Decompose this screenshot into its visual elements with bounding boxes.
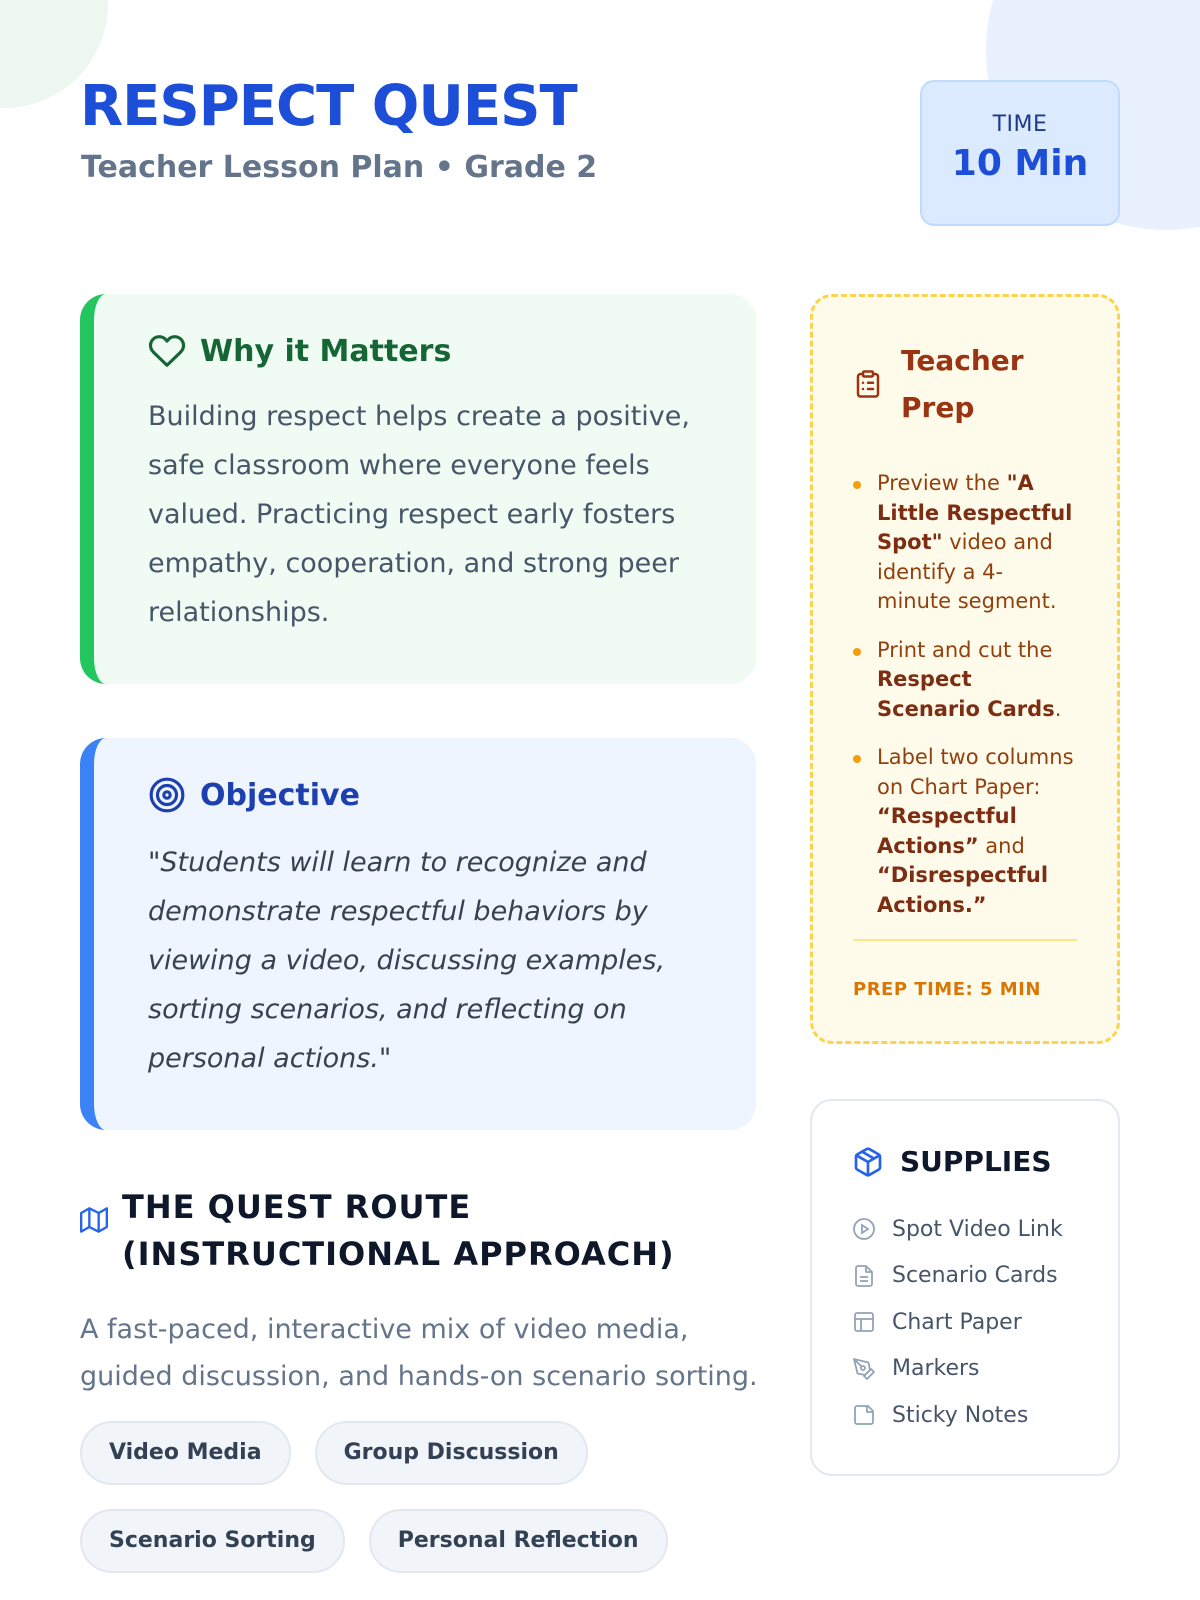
bullet-dot <box>853 648 861 656</box>
prep-item-text: Preview the <box>877 471 1007 495</box>
quest-route-title-line2: (INSTRUCTIONAL APPROACH) <box>122 1235 675 1273</box>
objective-title: Objective <box>200 777 360 813</box>
time-value: 10 Min <box>951 143 1089 184</box>
teacher-prep-title <box>901 337 1024 431</box>
sticky-note-icon <box>852 1403 876 1427</box>
prep-item-text: and <box>978 833 1025 858</box>
prep-item <box>853 469 1077 617</box>
supplies-list <box>852 1206 1078 1439</box>
play-circle-icon <box>852 1217 876 1241</box>
prep-item <box>853 636 1077 725</box>
prep-item-text: . <box>1054 696 1062 721</box>
bullet-dot <box>853 481 861 489</box>
quest-route-title-line1: THE QUEST ROUTE <box>122 1188 472 1226</box>
prep-time: PREP TIME: 5 MIN <box>853 979 1041 1000</box>
supply-label: Scenario Cards <box>892 1263 1058 1289</box>
supply-item <box>852 1206 1078 1253</box>
objective-card <box>80 738 756 1130</box>
teacher-prep-title-line2: Prep <box>901 391 975 424</box>
why-it-matters-title: Why it Matters <box>200 333 452 369</box>
chip-scenario-sorting: Scenario Sorting <box>80 1509 345 1573</box>
why-it-matters-text: Building respect helps create a positive, safe classroom where everyone feels valued. Practicing respect early fosters empathy, cooperation, and strong peer relationships. <box>148 401 690 628</box>
prep-item <box>853 743 1077 920</box>
time-label: TIME <box>992 112 1048 137</box>
approach-chips <box>80 1421 770 1597</box>
prep-item-bold: “Disrespectful Actions.” <box>877 863 1049 917</box>
chip-group-discussion: Group Discussion <box>315 1421 588 1485</box>
teacher-prep-card <box>810 294 1120 1044</box>
bullet-dot <box>853 755 861 763</box>
supply-label: Spot Video Link <box>892 1216 1063 1242</box>
page-title: RESPECT QUEST <box>80 74 577 139</box>
supply-label: Chart Paper <box>892 1309 1022 1335</box>
prep-item-text: video and identify a 4-minute segment. <box>877 530 1057 613</box>
file-text-icon <box>852 1264 876 1288</box>
clipboard-icon <box>853 369 883 399</box>
quest-route-description: A fast-paced, interactive mix of video media, guided discussion, and hands-on scenario sorting. <box>80 1314 758 1392</box>
supply-item <box>852 1392 1078 1439</box>
layout-icon <box>852 1310 876 1334</box>
objective-text: "Students will learn to recognize and demonstrate respectful behaviors by viewing a video, discussing examples, sorting scenarios, and reflecting on personal actions." <box>148 847 666 1074</box>
teacher-prep-list <box>853 469 1077 920</box>
supply-item <box>852 1253 1078 1300</box>
chip-video-media: Video Media <box>80 1421 291 1485</box>
time-badge <box>920 80 1120 226</box>
chip-personal-reflection: Personal Reflection <box>369 1509 668 1573</box>
why-it-matters-header <box>148 332 726 370</box>
supply-item <box>852 1299 1078 1346</box>
box-icon <box>852 1146 884 1178</box>
supplies-card <box>810 1099 1120 1476</box>
teacher-prep-title-line1: Teacher <box>901 344 1024 377</box>
divider <box>853 939 1077 941</box>
map-icon <box>80 1206 108 1234</box>
prep-item-bold: Respect Scenario Cards <box>877 667 1055 721</box>
quest-route-header <box>80 1184 675 1278</box>
prep-item-text: Print and cut the <box>877 637 1053 662</box>
heart-icon <box>148 332 186 370</box>
quest-route-title <box>122 1184 675 1278</box>
supply-label: Markers <box>892 1356 980 1382</box>
supplies-title: SUPPLIES <box>900 1145 1052 1178</box>
why-it-matters-card <box>80 294 756 684</box>
supplies-header <box>852 1145 1078 1178</box>
target-icon <box>148 776 186 814</box>
teacher-prep-header <box>853 337 1077 431</box>
supply-item <box>852 1346 1078 1393</box>
page-subtitle: Teacher Lesson Plan • Grade 2 <box>81 150 598 185</box>
prep-item-bold: "A Little Respectful Spot" <box>877 471 1073 554</box>
objective-header <box>148 776 726 814</box>
pen-tool-icon <box>852 1357 876 1381</box>
prep-item-text: Label two columns on Chart Paper: <box>877 745 1074 799</box>
prep-item-bold: “Respectful Actions” <box>877 804 1017 858</box>
supply-label: Sticky Notes <box>892 1402 1029 1428</box>
